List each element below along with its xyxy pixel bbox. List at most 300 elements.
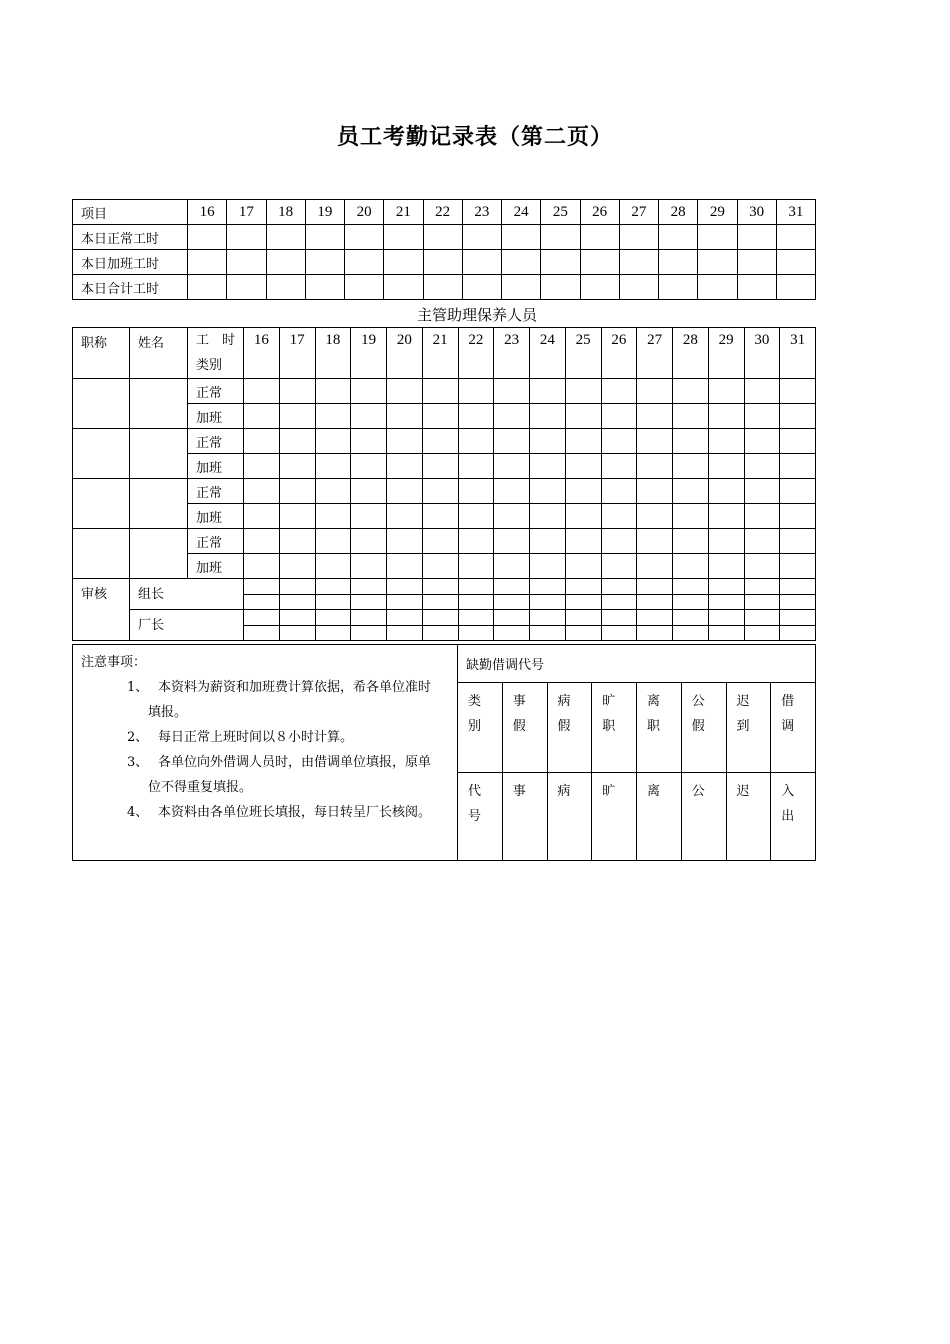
day-cell[interactable]: [637, 479, 673, 504]
name-cell: [130, 379, 188, 429]
day-cell[interactable]: [530, 610, 566, 626]
day-cell[interactable]: [458, 504, 494, 529]
day-cell[interactable]: [601, 404, 637, 429]
day-cell[interactable]: [530, 504, 566, 529]
day-cell[interactable]: [244, 404, 280, 429]
day-cell[interactable]: [708, 625, 744, 641]
day-cell[interactable]: [565, 554, 601, 579]
day-cell[interactable]: [619, 275, 658, 300]
day-cell[interactable]: [279, 379, 315, 404]
day-header: 31: [780, 328, 816, 379]
day-cell[interactable]: [351, 479, 387, 504]
day-cell[interactable]: [530, 454, 566, 479]
day-cell[interactable]: [244, 594, 280, 610]
day-cell[interactable]: [780, 404, 816, 429]
code-char-top: 事: [512, 783, 526, 799]
day-cell[interactable]: [637, 594, 673, 610]
day-cell[interactable]: [541, 250, 580, 275]
day-cell[interactable]: [744, 429, 780, 454]
code-cell: [547, 772, 592, 860]
day-cell[interactable]: [673, 454, 709, 479]
day-cell[interactable]: [637, 504, 673, 529]
day-cell[interactable]: [565, 479, 601, 504]
day-cell[interactable]: [422, 579, 458, 595]
note-text-cont: 填报。: [148, 705, 188, 720]
day-cell[interactable]: [565, 529, 601, 554]
day-cell[interactable]: [305, 250, 344, 275]
day-cell[interactable]: [530, 404, 566, 429]
code-cell: [458, 683, 503, 772]
summary-table: [72, 199, 816, 300]
day-cell[interactable]: [351, 554, 387, 579]
day-cell[interactable]: [565, 610, 601, 626]
code-char-top: 公: [691, 783, 705, 799]
day-cell[interactable]: [565, 594, 601, 610]
summary-row-overtime: [73, 250, 816, 275]
day-cell[interactable]: [708, 610, 744, 626]
day-cell[interactable]: [315, 594, 351, 610]
day-header: 19: [305, 200, 344, 225]
day-cell[interactable]: [601, 625, 637, 641]
day-cell[interactable]: [279, 429, 315, 454]
day-cell[interactable]: [494, 404, 530, 429]
day-cell[interactable]: [601, 594, 637, 610]
day-header: 26: [601, 328, 637, 379]
day-cell[interactable]: [619, 250, 658, 275]
day-cell[interactable]: [673, 610, 709, 626]
day-cell[interactable]: [423, 250, 462, 275]
day-cell[interactable]: [279, 454, 315, 479]
day-cell[interactable]: [530, 625, 566, 641]
day-cell[interactable]: [422, 529, 458, 554]
day-cell[interactable]: [351, 454, 387, 479]
day-cell[interactable]: [708, 579, 744, 595]
day-cell[interactable]: [458, 579, 494, 595]
day-cell[interactable]: [601, 554, 637, 579]
day-cell[interactable]: [565, 379, 601, 404]
day-cell[interactable]: [422, 594, 458, 610]
day-cell[interactable]: [494, 379, 530, 404]
day-cell[interactable]: [637, 529, 673, 554]
day-cell[interactable]: [315, 404, 351, 429]
day-cell[interactable]: [780, 504, 816, 529]
day-cell[interactable]: [637, 379, 673, 404]
codes-heading: 缺勤借调代号: [458, 645, 816, 683]
day-cell[interactable]: [387, 454, 423, 479]
day-cell[interactable]: [188, 275, 227, 300]
day-cell[interactable]: [244, 579, 280, 595]
day-cell[interactable]: [673, 554, 709, 579]
day-cell[interactable]: [737, 225, 776, 250]
day-cell[interactable]: [601, 504, 637, 529]
day-cell[interactable]: [780, 554, 816, 579]
day-cell[interactable]: [708, 404, 744, 429]
day-cell[interactable]: [744, 454, 780, 479]
day-cell[interactable]: [673, 579, 709, 595]
day-cell[interactable]: [494, 594, 530, 610]
day-cell[interactable]: [673, 429, 709, 454]
day-cell[interactable]: [227, 225, 266, 250]
day-cell[interactable]: [565, 625, 601, 641]
day-cell[interactable]: [708, 554, 744, 579]
day-cell[interactable]: [494, 504, 530, 529]
day-cell[interactable]: [462, 225, 501, 250]
day-cell[interactable]: [244, 504, 280, 529]
staff-row-normal: [73, 379, 816, 404]
day-cell[interactable]: [659, 275, 698, 300]
day-cell[interactable]: [541, 225, 580, 250]
day-cell[interactable]: [637, 404, 673, 429]
day-cell[interactable]: [387, 504, 423, 529]
day-cell[interactable]: [345, 225, 384, 250]
day-cell[interactable]: [565, 404, 601, 429]
day-cell[interactable]: [659, 225, 698, 250]
day-cell[interactable]: [494, 479, 530, 504]
day-cell[interactable]: [387, 379, 423, 404]
day-cell[interactable]: [305, 275, 344, 300]
day-cell[interactable]: [345, 250, 384, 275]
day-cell[interactable]: [384, 275, 423, 300]
code-cell: [592, 772, 637, 860]
day-cell[interactable]: [530, 594, 566, 610]
day-cell[interactable]: [637, 454, 673, 479]
day-cell[interactable]: [458, 594, 494, 610]
day-cell[interactable]: [502, 275, 541, 300]
code-char-bottom: 别: [468, 719, 482, 735]
day-cell[interactable]: [422, 554, 458, 579]
code-char-top: 借: [781, 694, 795, 710]
day-cell[interactable]: [530, 579, 566, 595]
day-cell[interactable]: [244, 554, 280, 579]
day-cell[interactable]: [673, 504, 709, 529]
day-cell[interactable]: [744, 579, 780, 595]
day-cell[interactable]: [744, 479, 780, 504]
code-char-bottom: 假: [691, 719, 705, 735]
day-cell[interactable]: [244, 610, 280, 626]
day-header: 30: [737, 200, 776, 225]
code-char-top: 公: [691, 694, 705, 710]
day-cell[interactable]: [601, 579, 637, 595]
day-cell[interactable]: [541, 275, 580, 300]
day-cell[interactable]: [279, 479, 315, 504]
day-cell[interactable]: [387, 404, 423, 429]
col-type-header: [188, 328, 244, 379]
day-cell[interactable]: [422, 404, 458, 429]
day-cell[interactable]: [279, 625, 315, 641]
day-cell[interactable]: [780, 479, 816, 504]
day-cell[interactable]: [315, 429, 351, 454]
day-cell[interactable]: [387, 625, 423, 641]
name-cell: [130, 479, 188, 529]
day-cell[interactable]: [708, 379, 744, 404]
day-cell[interactable]: [708, 504, 744, 529]
day-cell[interactable]: [279, 404, 315, 429]
day-cell[interactable]: [744, 529, 780, 554]
day-cell[interactable]: [279, 610, 315, 626]
day-cell[interactable]: [279, 504, 315, 529]
day-cell[interactable]: [387, 610, 423, 626]
day-cell[interactable]: [458, 404, 494, 429]
day-cell[interactable]: [279, 579, 315, 595]
note-text: 每日正常上班时间以８小时计算。: [158, 730, 354, 745]
day-cell[interactable]: [708, 454, 744, 479]
day-cell[interactable]: [744, 504, 780, 529]
day-cell[interactable]: [530, 554, 566, 579]
day-header: 29: [708, 328, 744, 379]
day-cell[interactable]: [737, 275, 776, 300]
day-cell[interactable]: [462, 250, 501, 275]
day-cell[interactable]: [384, 250, 423, 275]
day-cell[interactable]: [422, 504, 458, 529]
day-cell[interactable]: [351, 529, 387, 554]
day-cell[interactable]: [780, 625, 816, 641]
day-cell[interactable]: [315, 579, 351, 595]
day-cell[interactable]: [580, 275, 619, 300]
day-header: 17: [279, 328, 315, 379]
day-cell[interactable]: [266, 225, 305, 250]
day-cell[interactable]: [244, 379, 280, 404]
day-cell[interactable]: [305, 225, 344, 250]
day-cell[interactable]: [776, 225, 815, 250]
day-cell[interactable]: [351, 610, 387, 626]
day-cell[interactable]: [673, 594, 709, 610]
code-char-bottom: 到: [736, 719, 750, 735]
day-cell[interactable]: [387, 529, 423, 554]
day-header: 16: [244, 328, 280, 379]
day-cell[interactable]: [780, 529, 816, 554]
code-char-bottom: 假: [512, 719, 526, 735]
day-header: 28: [659, 200, 698, 225]
day-cell[interactable]: [619, 225, 658, 250]
day-cell[interactable]: [422, 610, 458, 626]
day-cell[interactable]: [494, 554, 530, 579]
day-cell[interactable]: [494, 610, 530, 626]
day-cell[interactable]: [422, 379, 458, 404]
code-cell: [681, 772, 726, 860]
day-cell[interactable]: [244, 454, 280, 479]
day-cell[interactable]: [565, 429, 601, 454]
day-cell[interactable]: [423, 275, 462, 300]
code-char-top: 病: [557, 783, 571, 799]
day-cell[interactable]: [565, 504, 601, 529]
day-cell[interactable]: [698, 225, 737, 250]
day-cell[interactable]: [744, 554, 780, 579]
day-cell[interactable]: [637, 625, 673, 641]
day-cell[interactable]: [266, 275, 305, 300]
day-cell[interactable]: [315, 454, 351, 479]
day-cell[interactable]: [458, 529, 494, 554]
day-cell[interactable]: [384, 225, 423, 250]
day-cell[interactable]: [580, 250, 619, 275]
day-cell[interactable]: [315, 529, 351, 554]
day-cell[interactable]: [776, 250, 815, 275]
day-cell[interactable]: [708, 594, 744, 610]
day-cell[interactable]: [776, 275, 815, 300]
day-cell[interactable]: [345, 275, 384, 300]
day-header: 23: [462, 200, 501, 225]
note-text-cont: 位不得重复填报。: [148, 780, 253, 795]
day-cell[interactable]: [530, 529, 566, 554]
col-name-header: 姓名: [130, 328, 188, 379]
notes-cell: [73, 645, 458, 861]
day-cell[interactable]: [422, 625, 458, 641]
day-cell[interactable]: [601, 479, 637, 504]
day-header: 25: [565, 328, 601, 379]
day-cell[interactable]: [315, 479, 351, 504]
code-char-top: 旷: [602, 783, 616, 799]
code-cell: [592, 683, 637, 772]
day-cell[interactable]: [279, 554, 315, 579]
day-header: 18: [266, 200, 305, 225]
day-cell[interactable]: [351, 429, 387, 454]
day-cell[interactable]: [279, 594, 315, 610]
day-cell[interactable]: [188, 225, 227, 250]
day-cell[interactable]: [637, 554, 673, 579]
day-cell[interactable]: [708, 529, 744, 554]
day-cell[interactable]: [637, 429, 673, 454]
day-cell[interactable]: [744, 610, 780, 626]
day-cell[interactable]: [494, 529, 530, 554]
day-cell[interactable]: [494, 579, 530, 595]
day-cell[interactable]: [458, 625, 494, 641]
note-item: [81, 725, 449, 750]
note-number: 1、: [127, 680, 149, 695]
day-cell[interactable]: [530, 379, 566, 404]
day-header: 21: [384, 200, 423, 225]
note-text: 各单位向外借调人员时，由借调单位填报，原单: [158, 755, 432, 770]
day-cell[interactable]: [780, 379, 816, 404]
day-cell[interactable]: [737, 250, 776, 275]
day-cell[interactable]: [244, 529, 280, 554]
name-cell: [130, 429, 188, 479]
day-cell[interactable]: [387, 594, 423, 610]
day-cell[interactable]: [708, 479, 744, 504]
day-cell[interactable]: [601, 379, 637, 404]
day-cell[interactable]: [637, 610, 673, 626]
day-cell[interactable]: [315, 625, 351, 641]
day-cell[interactable]: [458, 379, 494, 404]
code-char-top: 病: [557, 694, 571, 710]
day-cell[interactable]: [744, 625, 780, 641]
summary-row-label: 本日加班工时: [73, 250, 188, 275]
day-cell[interactable]: [494, 454, 530, 479]
day-cell[interactable]: [601, 429, 637, 454]
day-cell[interactable]: [744, 594, 780, 610]
day-cell[interactable]: [673, 379, 709, 404]
day-cell[interactable]: [458, 554, 494, 579]
day-cell[interactable]: [351, 594, 387, 610]
day-cell[interactable]: [673, 529, 709, 554]
day-header: 17: [227, 200, 266, 225]
day-cell[interactable]: [458, 610, 494, 626]
day-cell[interactable]: [673, 479, 709, 504]
day-header: 19: [351, 328, 387, 379]
day-header: 29: [698, 200, 737, 225]
code-cell: [502, 772, 547, 860]
day-cell[interactable]: [279, 529, 315, 554]
day-cell[interactable]: [780, 429, 816, 454]
day-cell[interactable]: [698, 275, 737, 300]
day-cell[interactable]: [601, 610, 637, 626]
day-cell[interactable]: [387, 579, 423, 595]
review-row: [73, 610, 816, 626]
day-cell[interactable]: [494, 625, 530, 641]
day-cell[interactable]: [227, 250, 266, 275]
day-cell[interactable]: [601, 529, 637, 554]
day-cell[interactable]: [351, 379, 387, 404]
day-cell[interactable]: [423, 225, 462, 250]
day-cell[interactable]: [266, 250, 305, 275]
day-cell[interactable]: [565, 454, 601, 479]
day-cell[interactable]: [744, 379, 780, 404]
day-cell[interactable]: [530, 479, 566, 504]
code-cell: [637, 683, 682, 772]
day-cell[interactable]: [494, 429, 530, 454]
code-char-bottom: 调: [781, 719, 795, 735]
day-cell[interactable]: [315, 504, 351, 529]
day-cell[interactable]: [673, 404, 709, 429]
day-cell[interactable]: [780, 454, 816, 479]
day-cell[interactable]: [502, 250, 541, 275]
day-cell[interactable]: [637, 579, 673, 595]
day-cell[interactable]: [780, 610, 816, 626]
page-title: 员工考勤记录表（第二页）: [336, 124, 613, 150]
day-cell[interactable]: [387, 479, 423, 504]
day-cell[interactable]: [315, 554, 351, 579]
day-cell[interactable]: [780, 579, 816, 595]
day-cell[interactable]: [462, 275, 501, 300]
day-cell[interactable]: [673, 625, 709, 641]
day-cell[interactable]: [422, 479, 458, 504]
day-cell[interactable]: [244, 625, 280, 641]
day-cell[interactable]: [351, 504, 387, 529]
day-cell[interactable]: [780, 594, 816, 610]
day-cell[interactable]: [387, 429, 423, 454]
day-cell[interactable]: [458, 429, 494, 454]
day-cell[interactable]: [502, 225, 541, 250]
day-cell[interactable]: [315, 610, 351, 626]
day-cell[interactable]: [458, 454, 494, 479]
day-cell[interactable]: [530, 429, 566, 454]
day-cell[interactable]: [351, 625, 387, 641]
day-cell[interactable]: [744, 404, 780, 429]
day-cell[interactable]: [351, 579, 387, 595]
day-cell[interactable]: [580, 225, 619, 250]
day-cell[interactable]: [458, 479, 494, 504]
day-cell[interactable]: [601, 454, 637, 479]
day-cell[interactable]: [698, 250, 737, 275]
day-cell[interactable]: [315, 379, 351, 404]
day-cell[interactable]: [422, 454, 458, 479]
day-cell[interactable]: [422, 429, 458, 454]
note-number: 2、: [127, 730, 149, 745]
day-cell[interactable]: [244, 479, 280, 504]
day-cell[interactable]: [188, 250, 227, 275]
day-cell[interactable]: [387, 554, 423, 579]
summary-row-normal: [73, 225, 816, 250]
code-cell: [547, 683, 592, 772]
day-cell[interactable]: [227, 275, 266, 300]
day-header: 16: [188, 200, 227, 225]
day-cell[interactable]: [708, 429, 744, 454]
day-header: 21: [422, 328, 458, 379]
day-cell[interactable]: [659, 250, 698, 275]
title-cell: [73, 429, 130, 479]
day-cell[interactable]: [351, 404, 387, 429]
day-cell[interactable]: [565, 579, 601, 595]
code-cell: [637, 772, 682, 860]
day-cell[interactable]: [244, 429, 280, 454]
